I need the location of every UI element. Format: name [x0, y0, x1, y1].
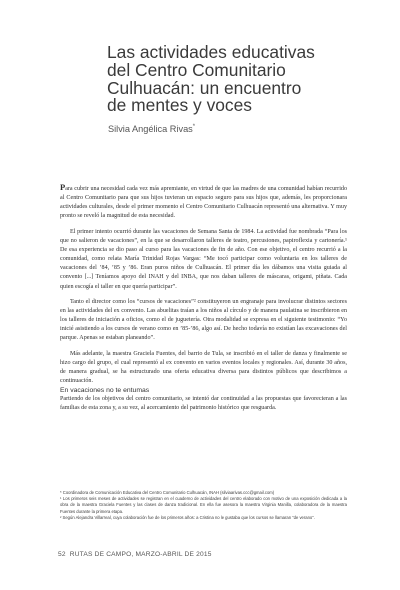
author-name: Silvia Angélica Rivas	[108, 124, 193, 135]
footnotes	[60, 490, 347, 521]
title-line: Las actividades educativas	[107, 42, 315, 62]
title-line: Culhuacán: un encuentro	[107, 77, 302, 98]
footnote: ¹ Los primeros seis meses de actividades se registran en el cuaderno de actividades del centro elaborado con motivo de una exposición dedicada a la obra de la maestra Graciela Fuentes y las clases de danza tradicional. En ella fue asesora la maestra Virginia Manilla, colaboradora de la maestra Fuentes durante la primera etapa.	[60, 496, 347, 514]
paragraph: El primer intento ocurrió durante las vacaciones de Semana Santa de 1984. La actividad fue nombrada “Para los que no salieron de vacaciones”, en la que se desarrollaron talleres de teatro, percusiones, papiroflexia y cartonería.¹ De esa experiencia se dio paso al curso para las vacaciones de fin de año. Con ese objetivo, el centro recurrió a la comunidad, como relata María Trinidad Rojas Vargas: “Me tocó participar como voluntaria en los talleres de vacaciones del ’84, ’85 y ’86. Eran puros niños de Culhuacán. El primer día les dábamos una visita guiada al convento [...] Teníamos apoyo del INAH y del INBA, que nos daban talleres de máscaras, origami, piñata. Cada quien escogía el taller en que quería participar”.	[60, 228, 347, 290]
author-footnote-mark: *	[192, 124, 196, 130]
author-byline	[108, 124, 195, 134]
paragraph: Más adelante, la maestra Graciela Fuentes, del barrio de Tula, se inscribió en el taller de danza y finalmente se hizo cargo del grupo, el cual representó al ex convento en varios eventos locales y regionales. Así, durante 30 años, de manera gradual, se ha estructurado una oferta educativa diversa para distintos públicos que describimos a continuación.	[60, 350, 347, 384]
section-paragraph: Partiendo de los objetivos del centro comunitario, se intentó dar continuidad a las propuestas que favorecieran a las familias de esta zona y, a su vez, al acercamiento del patrimonio histórico que resguarda.	[60, 396, 347, 412]
section-heading: En vacaciones no te entumas	[60, 387, 150, 395]
page-footer	[58, 551, 212, 558]
article-title	[107, 44, 377, 115]
drop-cap: P	[60, 182, 66, 192]
paragraph-intro	[60, 183, 347, 222]
footnote: * Coordinadora de Comunicación Educativa del Centro Comunitario Culhuacán, INAH (silviaarivas.ccc@gmail.com)	[60, 490, 275, 495]
publication-name: RUTAS DE CAMPO, MARZO-ABRIL DE 2015	[69, 551, 212, 558]
page-number: 52	[58, 551, 66, 558]
paragraph: Tanto el director como los “cursos de vacaciones”² constituyeron un engranaje para involucrar distintos sectores en las actividades del ex convento. Las abuelitas traían a los niños al círculo y de manera paulatina se inscribieron en los talleres de iniciación a oficios, como el de juguetería. Otra modalidad se expresa en el siguiente testimonio: “Yo inicié asistiendo a los cursos de verano como en ’85-’86, algo así. De hecho todavía no existían las excavaciones del parque. Apenas se estaban planeando”.	[60, 298, 347, 342]
title-line: de mentes y voces	[107, 95, 252, 116]
title-line: del Centro Comunitario	[107, 59, 286, 80]
paragraph-text: ara cubrir una necesidad cada vez más apremiante, en virtud de que las madres de una comunidad habían recurrido al Centro Comunitario para que sus hijos tuvieran un espacio seguro para sus hijos que, además, les proporcionara actividades culturales, desde el primer momento el Centro Comunitario Culhuacán representó una alternativa. Y muy pronto se reveló la magnitud de esta necesidad.	[60, 186, 347, 220]
article-body	[60, 183, 347, 414]
footnote: ² Según Alejandra Villarreal, cuya colaboración fue de los primeros años: a Cristina no le gustaba que los cursos se llamaran “de verano”.	[60, 514, 315, 520]
